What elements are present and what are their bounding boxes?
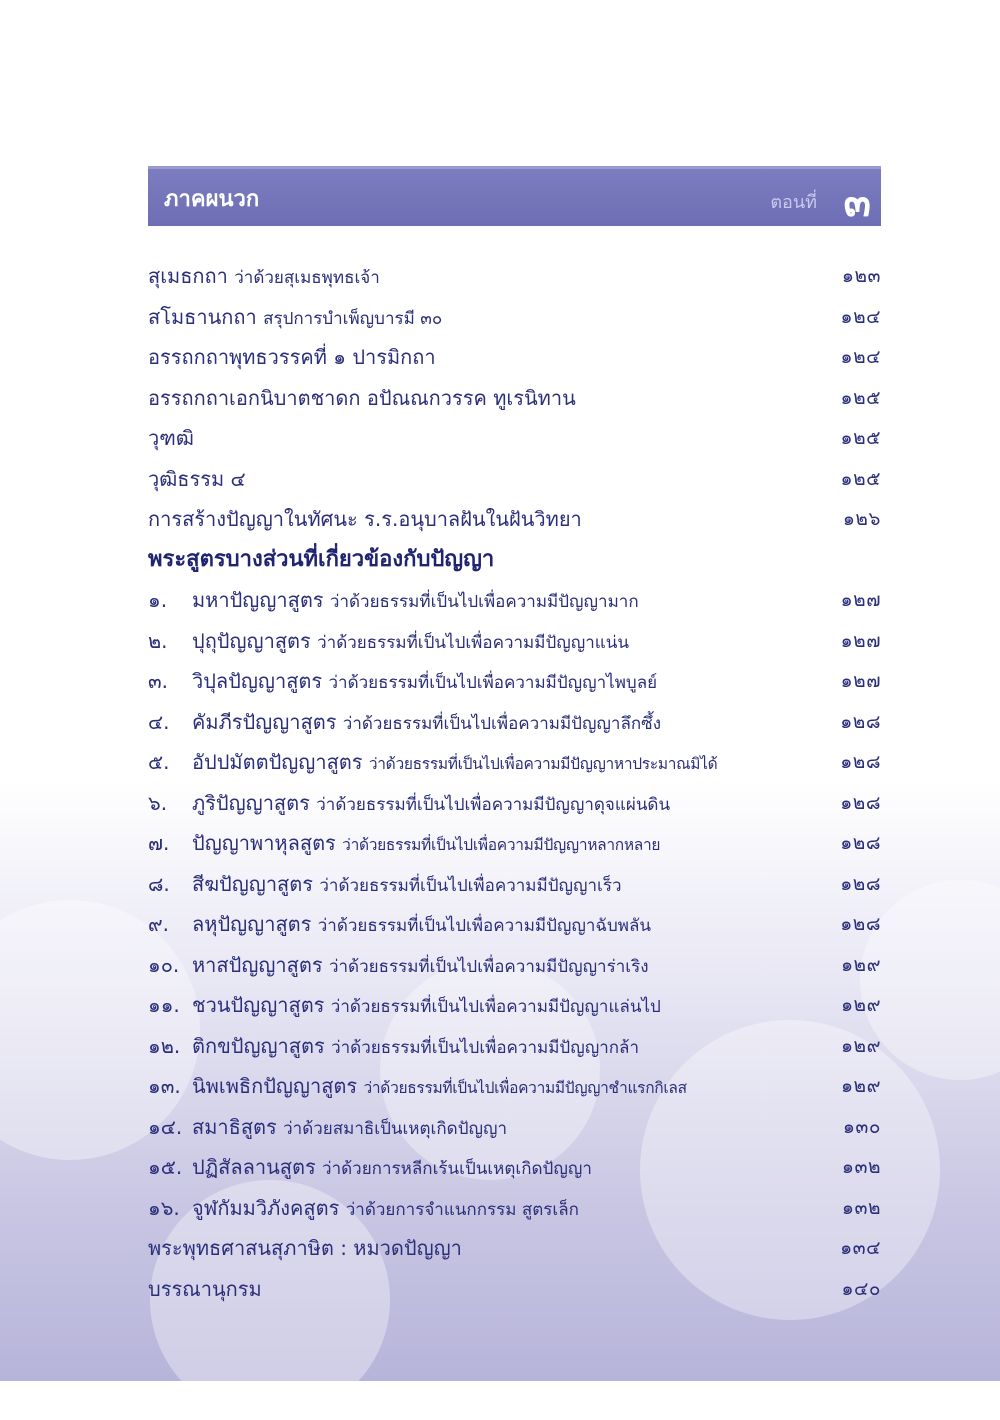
entry-title: สุเมธกถา xyxy=(148,264,228,288)
entry-description: ว่าด้วยการจำแนกกรรม สูตรเล็ก xyxy=(345,1199,579,1220)
entry-description: ว่าด้วยธรรมที่เป็นไปเพื่อความมีปัญญาเร็ว xyxy=(319,875,622,896)
part-number: ๓ xyxy=(843,180,871,226)
entry-title: จูฬกัมมวิภังคสูตร xyxy=(192,1195,340,1220)
part-label: ตอนที่ xyxy=(770,192,817,213)
entry-title: บรรณานุกรม xyxy=(148,1276,262,1301)
entry-number: ๑๒. xyxy=(148,1033,181,1058)
section-heading-text: พระสูตรบางส่วนที่เกี่ยวข้องกับปัญญา xyxy=(148,546,495,572)
entry-title: สีฆปัญญาสูตร xyxy=(192,871,313,896)
entry-title: ติกขปัญญาสูตร xyxy=(192,1033,325,1058)
entry-title: ปุถุปัญญาสูตร xyxy=(192,628,311,653)
entry-title: ชวนปัญญาสูตร xyxy=(192,993,325,1017)
entry-number: ๕. xyxy=(148,750,170,774)
entry-description: สรุปการบำเพ็ญบารมี ๓๐ xyxy=(263,308,443,329)
entry-title: มหาปัญญาสูตร xyxy=(192,588,324,612)
sutta-entry[interactable] xyxy=(148,621,881,662)
entry-title: สโมธานกถา xyxy=(148,304,257,329)
entry-title: วิปุลปัญญาสูตร xyxy=(192,669,323,693)
sutta-entry[interactable] xyxy=(148,864,881,905)
page-number: ๑๒๙ xyxy=(840,1034,881,1057)
page-number: ๑๒๗ xyxy=(840,670,881,692)
sutta-entry[interactable] xyxy=(148,1066,881,1107)
page-number: ๑๓๒ xyxy=(841,1196,881,1219)
entry-description: ว่าด้วยธรรมที่เป็นไปเพื่อความมีปัญญาไพบูลย์ xyxy=(328,673,658,693)
toc-entry[interactable] xyxy=(148,459,881,500)
entry-number: ๑๖. xyxy=(148,1195,180,1220)
toc-entry[interactable] xyxy=(148,256,881,297)
page-number: ๑๓๒ xyxy=(841,1156,881,1178)
entry-description: ว่าด้วยธรรมที่เป็นไปเพื่อความมีปัญญาแน่น xyxy=(317,632,629,653)
section-header-bar xyxy=(148,166,881,226)
entry-description: ว่าด้วยสมาธิเป็นเหตุเกิดปัญญา xyxy=(283,1118,507,1139)
entry-number: ๑. xyxy=(148,588,168,612)
sutta-entry[interactable] xyxy=(148,985,881,1026)
entry-title: ปัญญาพาหุลสูตร xyxy=(192,831,336,855)
page-number: ๑๒๗ xyxy=(840,629,881,652)
entry-description: ว่าด้วยธรรมที่เป็นไปเพื่อความมีปัญญาหาประมาณมิได้ xyxy=(368,755,718,773)
sutta-entry[interactable] xyxy=(148,1188,881,1229)
sutta-entry[interactable] xyxy=(148,1107,881,1148)
entry-description: ว่าด้วยธรรมที่เป็นไปเพื่อความมีปัญญากล้า xyxy=(331,1037,639,1058)
toc-entry[interactable] xyxy=(148,1269,881,1310)
page-number: ๑๒๖ xyxy=(842,508,881,530)
sutta-entry[interactable] xyxy=(148,1147,881,1188)
entry-title: วุฑฒิ xyxy=(148,426,194,450)
entry-description: ว่าด้วยธรรมที่เป็นไปเพื่อความมีปัญญาลึกซึ้ง xyxy=(342,713,662,734)
entry-title: อัปปมัตตปัญญาสูตร xyxy=(192,750,363,774)
entry-title: ลหุปัญญาสูตร xyxy=(192,912,312,936)
page-number: ๑๓๔ xyxy=(840,1237,881,1259)
sutta-entry[interactable] xyxy=(148,1026,881,1067)
entry-description: ว่าด้วยสุเมธพุทธเจ้า xyxy=(234,268,380,288)
page-number: ๑๒๗ xyxy=(840,589,881,611)
page-number: ๑๒๘ xyxy=(840,791,881,814)
table-of-contents xyxy=(148,256,881,1309)
page-number: ๑๒๘ xyxy=(840,751,881,773)
sutta-entry[interactable] xyxy=(148,783,881,824)
page-number: ๑๒๙ xyxy=(840,953,881,976)
entry-number: ๑๕. xyxy=(148,1155,183,1179)
entry-number: ๔. xyxy=(148,709,170,734)
page-number: ๑๒๘ xyxy=(840,832,881,854)
entry-number: ๘. xyxy=(148,871,170,896)
page-number: ๑๒๙ xyxy=(840,994,881,1016)
entry-description: ว่าด้วยการหลีกเร้นเป็นเหตุเกิดปัญญา xyxy=(322,1159,592,1179)
entry-description: ว่าด้วยธรรมที่เป็นไปเพื่อความมีปัญญาแล่นไป xyxy=(330,997,661,1017)
page-number: ๑๒๕ xyxy=(840,427,881,449)
entry-number: ๒. xyxy=(148,628,168,653)
page-number: ๑๒๘ xyxy=(840,710,881,733)
entry-title: การสร้างปัญญาในทัศนะ ร.ร.อนุบาลฝันในฝันวิทยา xyxy=(148,507,582,531)
entry-number: ๓. xyxy=(148,669,169,693)
entry-description: ว่าด้วยธรรมที่เป็นไปเพื่อความมีปัญญาหลากหลาย xyxy=(342,836,661,854)
page-number: ๑๒๓ xyxy=(841,265,881,287)
sutta-entry[interactable] xyxy=(148,742,881,783)
page-number: ๑๒๘ xyxy=(840,872,881,895)
entry-title: อรรถกถาพุทธวรรคที่ ๑ ปารมิกถา xyxy=(148,345,436,369)
page-number: ๑๒๔ xyxy=(840,346,881,368)
entry-description: ว่าด้วยธรรมที่เป็นไปเพื่อความมีปัญญาร่าเริง xyxy=(328,956,649,977)
entry-number: ๗. xyxy=(148,831,170,855)
toc-entry[interactable] xyxy=(148,1228,881,1269)
entry-number: ๖. xyxy=(148,790,168,815)
page-number: ๑๒๘ xyxy=(840,913,881,935)
toc-entry[interactable] xyxy=(148,297,881,338)
entry-title: ภูริปัญญาสูตร xyxy=(192,790,310,815)
section-title: ภาคผนวก xyxy=(164,187,260,212)
entry-title: หาสปัญญาสูตร xyxy=(192,952,323,977)
page-number: ๑๔๐ xyxy=(841,1277,881,1300)
sutta-entry[interactable] xyxy=(148,945,881,986)
entry-description: ว่าด้วยธรรมที่เป็นไปเพื่อความมีปัญญาชำแรกกิเลส xyxy=(363,1079,687,1097)
sutta-entry[interactable] xyxy=(148,661,881,702)
page-number: ๑๒๕ xyxy=(840,467,881,490)
entry-description: ว่าด้วยธรรมที่เป็นไปเพื่อความมีปัญญาฉับพลัน xyxy=(317,916,652,936)
sutta-entry[interactable] xyxy=(148,823,881,864)
entry-number: ๙. xyxy=(148,912,170,936)
sutta-entry[interactable] xyxy=(148,904,881,945)
toc-entry[interactable] xyxy=(148,499,881,540)
entry-description: ว่าด้วยธรรมที่เป็นไปเพื่อความมีปัญญาดุจแผ่นดิน xyxy=(316,794,671,815)
sutta-entry[interactable] xyxy=(148,702,881,743)
page-number: ๑๓๐ xyxy=(842,1115,881,1138)
page-number: ๑๒๙ xyxy=(840,1075,881,1097)
toc-entry[interactable] xyxy=(148,378,881,419)
toc-entry[interactable] xyxy=(148,418,881,459)
entry-title: วุฒิธรรม ๔ xyxy=(148,466,246,491)
entry-description: ว่าด้วยธรรมที่เป็นไปเพื่อความมีปัญญามาก xyxy=(329,592,639,612)
entry-number: ๑๔. xyxy=(148,1114,183,1139)
entry-title: คัมภีรปัญญาสูตร xyxy=(192,709,337,734)
entry-title: นิพเพธิกปัญญาสูตร xyxy=(192,1074,358,1098)
entry-title: สมาธิสูตร xyxy=(192,1114,277,1139)
entry-number: ๑๐. xyxy=(148,952,180,977)
entry-title: ปฏิสัลลานสูตร xyxy=(192,1155,316,1179)
section-heading xyxy=(148,540,881,581)
entry-number: ๑๑. xyxy=(148,993,180,1017)
page-number: ๑๒๕ xyxy=(840,386,881,409)
toc-entry[interactable] xyxy=(148,337,881,378)
entry-number: ๑๓. xyxy=(148,1074,181,1098)
entry-title: อรรถกถาเอกนิบาตชาดก อปัณณกวรรค ทูเรนิทาน xyxy=(148,385,576,410)
sutta-entry[interactable] xyxy=(148,580,881,621)
page-number: ๑๒๔ xyxy=(840,305,881,328)
entry-title: พระพุทธศาสนสุภาษิต : หมวดปัญญา xyxy=(148,1236,462,1260)
